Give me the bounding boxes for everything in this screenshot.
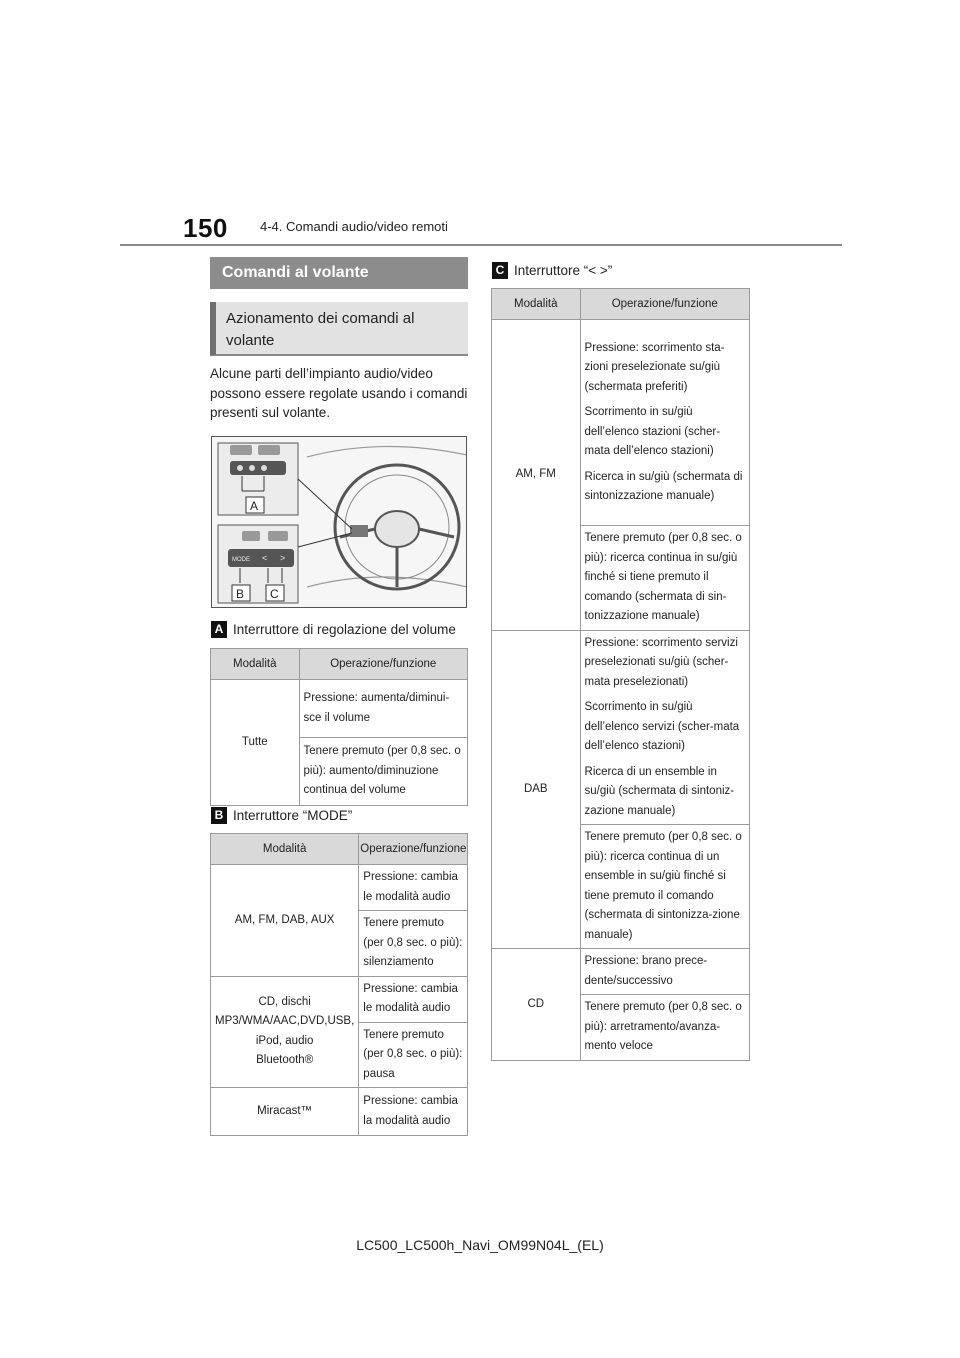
subheading-operation: Azionamento dei comandi al volante [210,302,468,356]
table-volume [210,648,468,806]
table-cell-op: Tenere premuto (per 0,8 sec. o più): arretramento/avanza-mento veloce [580,995,749,1061]
table-cell-mode [211,976,359,1088]
table-cell-op [580,630,749,825]
page-number: 150 [183,213,228,243]
table-cell-op [580,320,749,526]
table-cell-op: Tenere premuto (per 0,8 sec. o più): aumento/diminuzione continua del volume [299,738,467,806]
op-paragraph: Ricerca di un ensemble in su/giù (schermata di sintoniz-zazione manuale) [584,765,735,817]
marker-c: C [492,262,508,279]
table-header-mode: Modalità [211,649,300,680]
op-paragraph: Pressione: scorrimento servizi preselezionati su/giù (scher-mata preselezionati) [584,636,738,688]
table-cell-op: Pressione: cambia le modalità audio [359,865,468,911]
table-header-operation: Operazione/funzione [580,289,749,320]
switch-c-label: Interruttore “< >” [514,263,613,278]
left-spoke-switches [350,525,368,537]
svg-text:MODE: MODE [232,557,250,563]
table-header-operation: Operazione/funzione [359,834,468,865]
figure-label-c: C [270,587,279,601]
header-divider [120,244,842,246]
table-header-mode: Modalità [211,834,359,865]
table-cell-mode: AM, FM [492,320,581,631]
op-paragraph: Ricerca in su/giù (schermata di sintonizzazione manuale) [584,470,743,502]
table-cell-op: Pressione: brano prece-dente/successivo [580,949,749,995]
steering-wheel-illustration [211,436,467,608]
svg-text:>: > [280,553,286,563]
table-cell-op: Tenere premuto (per 0,8 sec. o più): ricerca continua in su/giù finché si tiene premuto il comando (schermata di sin-tonizzazione manuale) [580,526,749,631]
table-cell-op: Tenere premuto (per 0,8 sec. o più): pausa [359,1022,468,1088]
op-paragraph: Scorrimento in su/giù dell’elenco stazioni (scher-mata dell’elenco stazioni) [584,406,721,457]
table-cell-op: Pressione: aumenta/diminui-sce il volume [299,680,467,738]
switch-c-caption [492,262,612,279]
svg-text:<: < [262,553,268,563]
steering-wheel-drawing [212,437,467,608]
table-cell-op: Tenere premuto (per 0,8 sec. o più): ricerca continua di un ensemble in su/giù finché si tiene premuto il comando (schermata di sintonizza-zione manuale) [580,825,749,949]
heading-steering-controls: Comandi al volante [210,257,468,289]
mode-text-bluetooth: Bluetooth® [256,1054,314,1067]
op-paragraph: Scorrimento in su/giù dell’elenco servizi (scher-mata dell’elenco stazioni) [584,701,740,752]
intro-paragraph: Alcune parti dell’impianto audio/video possono essere regolate usando i comandi presenti sul volante. [210,366,468,420]
table-mode [210,833,468,1136]
mode-text: CD, dischi MP3/WMA/AAC,DVD,USB, iPod, audio [215,995,355,1047]
switch-b-caption [211,807,352,824]
switch-a-caption [211,621,456,638]
table-cell-op: Pressione: cambia la modalità audio [359,1088,468,1136]
table-header-mode: Modalità [492,289,581,320]
table-cell-op: Pressione: cambia le modalità audio [359,976,468,1022]
section-title: 4-4. Comandi audio/video remoti [260,219,448,234]
table-cell-mode: Tutte [211,680,300,806]
table-cell-mode: CD [492,949,581,1061]
footer-code: LC500_LC500h_Navi_OM99N04L_(EL) [356,1237,604,1253]
table-header-operation: Operazione/funzione [299,649,467,680]
switch-a-label: Interruttore di regolazione del volume [233,622,456,637]
table-cell-op: Tenere premuto (per 0,8 sec. o più): silenziamento [359,911,468,977]
figure-label-a: A [250,499,259,513]
marker-b: B [211,807,227,824]
table-cell-mode: AM, FM, DAB, AUX [211,865,359,977]
table-cell-mode: DAB [492,630,581,949]
figure-label-b: B [236,587,245,601]
marker-a: A [211,621,227,638]
table-cell-mode: Miracast™ [211,1088,359,1136]
switch-b-label: Interruttore “MODE” [233,808,353,823]
op-paragraph: Pressione: scorrimento sta-zioni preselezionate su/giù (schermata preferiti) [584,341,725,393]
table-seek [491,288,750,1061]
